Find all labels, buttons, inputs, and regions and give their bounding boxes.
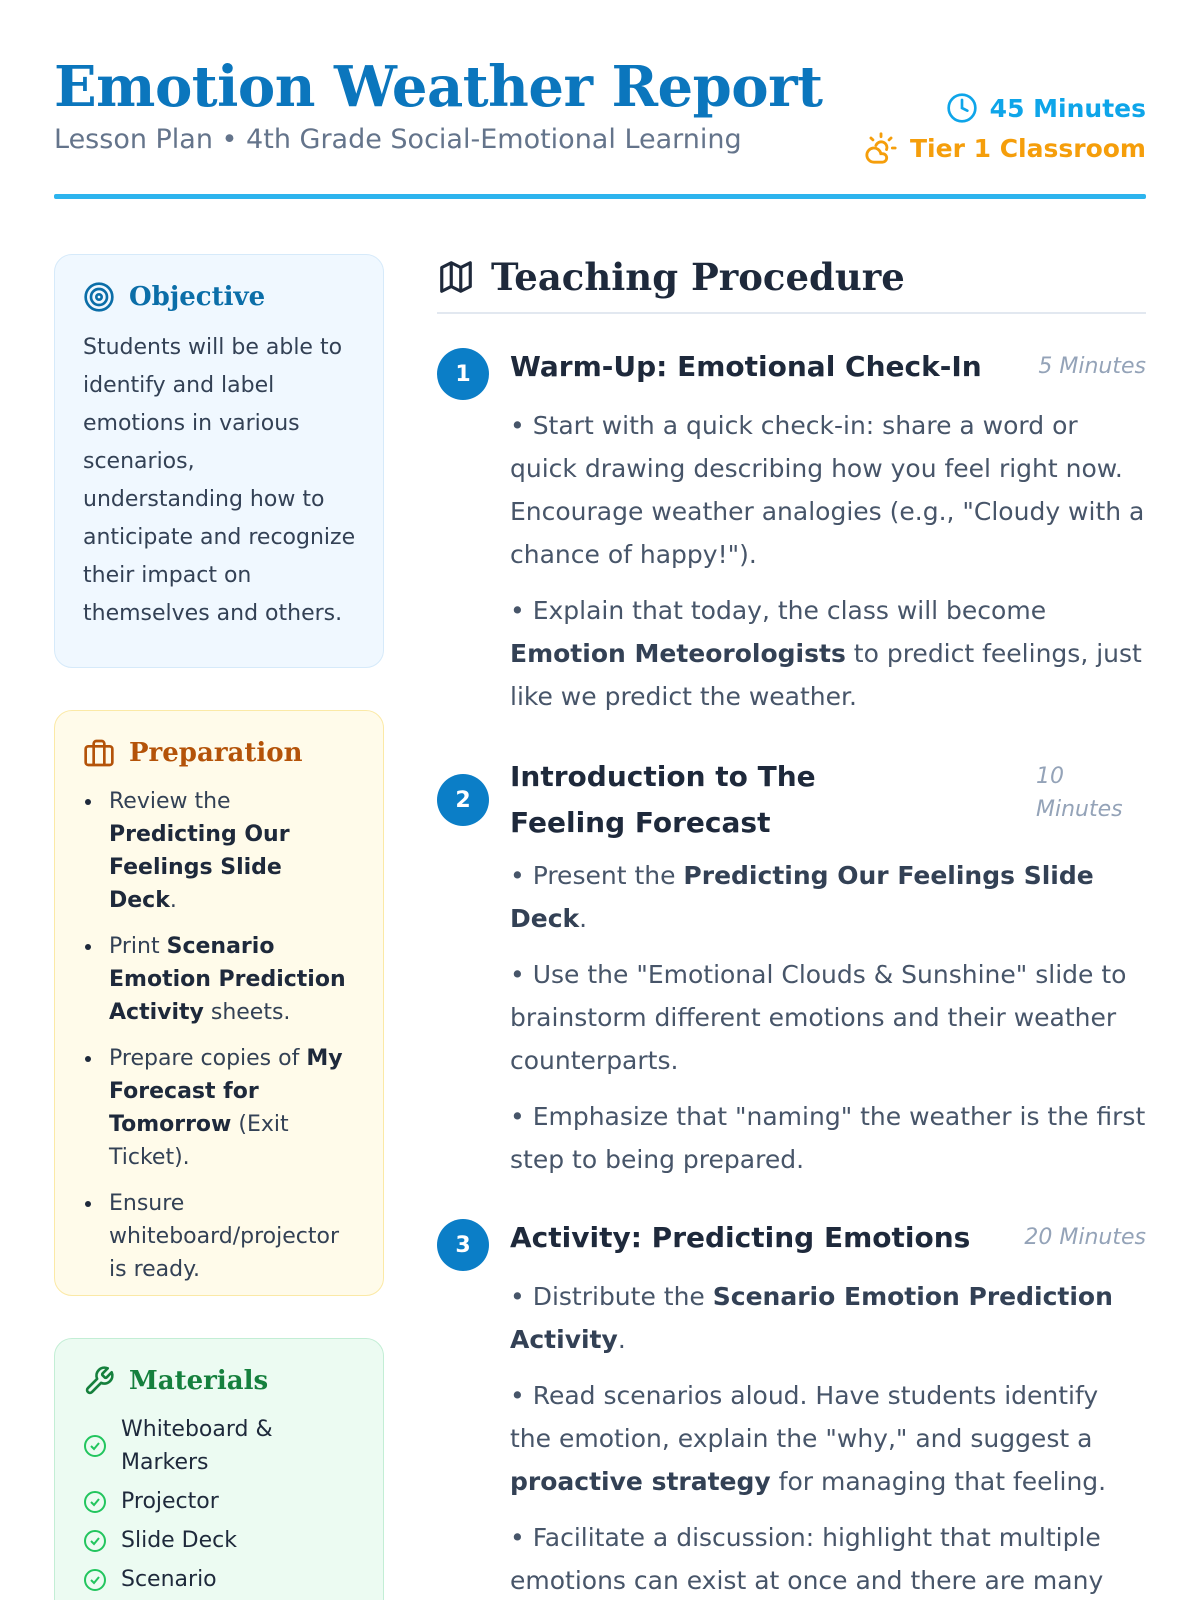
check-circle-icon	[83, 1434, 107, 1458]
materials-header	[83, 1365, 357, 1397]
step-title: Warm-Up: Emotional Check-In	[510, 350, 982, 383]
list-item: Print Scenario Emotion Prediction Activity sheets.	[83, 930, 357, 1029]
step-body	[437, 404, 1146, 718]
target-icon	[83, 281, 115, 313]
tier-label: Tier 1 Classroom	[910, 133, 1146, 163]
list-item: Projector	[83, 1485, 357, 1518]
wrench-icon	[83, 1365, 115, 1397]
step-duration: 20 Minutes	[1024, 1225, 1146, 1250]
page-header	[54, 52, 1146, 202]
step-bullet: • Read scenarios aloud. Have students identify the emotion, explain the "why," and suggest a proactive strategy for managing that feeling.	[510, 1381, 1107, 1496]
step-title: Activity: Predicting Emotions	[510, 1221, 971, 1254]
materials-title: Materials	[129, 1366, 269, 1396]
step-body	[437, 854, 1146, 1181]
preparation-card	[54, 710, 384, 1296]
list-item: Slide Deck	[83, 1524, 357, 1557]
page-subtitle: Lesson Plan • 4th Grade Social-Emotional Learning	[54, 124, 742, 155]
list-item: Review the Predicting Our Feelings Slide Deck.	[83, 785, 357, 917]
step-number-badge: 2	[437, 774, 489, 826]
step-bullet: • Emphasize that "naming" the weather is the first step to being prepared.	[510, 1102, 1146, 1174]
check-circle-icon	[83, 1529, 107, 1553]
objective-card	[54, 254, 384, 668]
duration-label: 45 Minutes	[989, 93, 1146, 123]
clock-icon	[946, 92, 978, 124]
sidebar	[54, 254, 384, 1600]
check-circle-icon	[83, 1568, 107, 1592]
list-item: Scenario	[83, 1563, 357, 1596]
materials-card	[54, 1338, 384, 1600]
header-rule	[54, 194, 1146, 199]
teaching-procedure	[437, 254, 1146, 1600]
step-number-badge: 1	[437, 348, 489, 400]
map-icon	[437, 258, 475, 296]
step-bullet: • Start with a quick check-in: share a word or quick drawing describing how you feel right now. Encourage weather analogies (e.g., "Cloudy with a chance of happy!").	[510, 411, 1145, 569]
briefcase-icon	[83, 737, 115, 769]
sun-cloud-icon	[864, 131, 898, 165]
procedure-step-1	[437, 344, 1146, 718]
list-item: Prepare copies of My Forecast for Tomorrow (Exit Ticket).	[83, 1042, 357, 1174]
step-body	[437, 1275, 1146, 1600]
preparation-title: Preparation	[129, 738, 303, 768]
step-bullet: • Distribute the Scenario Emotion Prediction Activity.	[510, 1282, 1113, 1354]
list-item: Whiteboard & Markers	[83, 1413, 357, 1479]
step-bullet: • Facilitate a discussion: highlight that multiple emotions can exist at once and there are many	[510, 1523, 1104, 1595]
check-circle-icon	[83, 1490, 107, 1514]
step-title: Introduction to The Feeling Forecast	[510, 760, 816, 839]
step-duration: 10 Minutes	[1036, 764, 1123, 822]
procedure-header	[437, 254, 1146, 314]
tier-badge	[864, 128, 1146, 168]
duration-badge	[864, 88, 1146, 128]
lesson-meta	[864, 88, 1146, 168]
step-number-badge: 3	[437, 1219, 489, 1271]
list-item: Ensure whiteboard/projector is ready.	[83, 1187, 357, 1286]
step-bullet: • Present the Predicting Our Feelings Slide Deck.	[510, 861, 1094, 933]
step-bullet: • Use the "Emotional Clouds & Sunshine" slide to brainstorm different emotions and their weather counterparts.	[510, 960, 1127, 1075]
step-bullet: • Explain that today, the class will become Emotion Meteorologists to predict feelings, just like we predict the weather.	[510, 596, 1142, 711]
procedure-step-3	[437, 1215, 1146, 1600]
materials-list	[83, 1413, 357, 1596]
preparation-list	[83, 785, 357, 1286]
page-title: Emotion Weather Report	[54, 54, 823, 120]
objective-title: Objective	[129, 282, 266, 312]
procedure-title: Teaching Procedure	[491, 255, 905, 299]
step-duration: 5 Minutes	[1038, 354, 1146, 379]
procedure-step-2	[437, 754, 1146, 1181]
preparation-header	[83, 737, 357, 769]
objective-text: Students will be able to identify and label emotions in various scenarios, understanding how to anticipate and recognize their impact on themselves and others.	[83, 335, 356, 626]
objective-header	[83, 281, 357, 313]
